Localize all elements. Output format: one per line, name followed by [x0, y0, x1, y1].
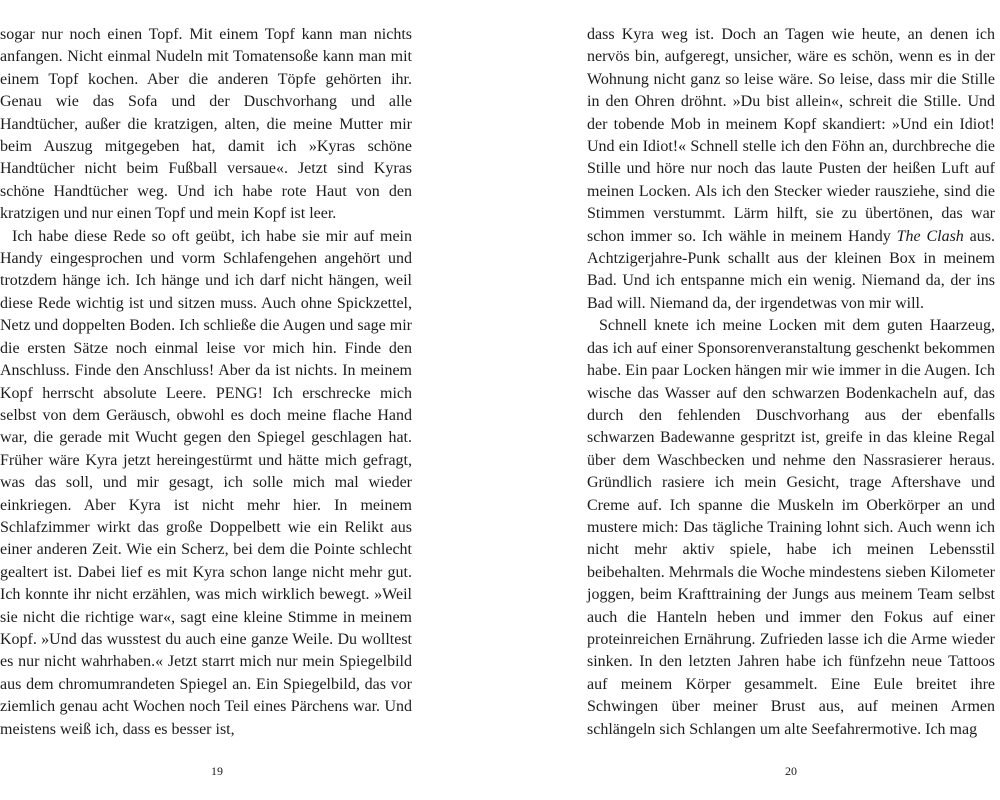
paragraph-text: dass Kyra weg ist. Doch an Tagen wie heute, an denen ich nervös bin, aufgeregt, unsicher, wäre es schön, wenn es in der Wohnung nicht ganz so leise wäre. So leise, dass mir die Stille in den Ohren dröhnt. »Du bist allein«, schreit die Stille. Und der tobende Mob in meinem Kopf skandiert: »Und ein Idiot! Und ein Idiot!« Schnell stelle ich den Föhn an, durchbreche die Stille und höre nur noch das laute Pusten der heißen Luft auf meinen Locken. Als ich den Stecker wieder rausziehe, sind die Stimmen verstummt. Lärm hilft, sie zu übertönen, das war schon immer so. Ich wähle in meinem Handy: [587, 26, 995, 245]
paragraph: [587, 24, 995, 315]
right-page: [500, 0, 1000, 800]
page-number: 19: [211, 764, 223, 778]
paragraph: Ich habe diese Rede so oft geübt, ich habe sie mir auf mein Handy eingesprochen und vorm Schlafengehen angehört und trotzdem hänge ich. Ich hänge und ich darf nicht hängen, weil diese Rede wichtig ist und sitzen muss. Auch ohne Spickzettel, Netz und doppelten Boden. Ich schließe die Augen und sage mir die ersten Sätze noch einmal leise vor mich hin. Finde den Anschluss. Finde den Anschluss! Aber da ist nichts. In meinem Kopf herrscht absolute Leere. PENG! Ich erschrecke mich selbst von dem Geräusch, obwohl es doch meine flache Hand war, die gerade mit Wucht gegen den Spiegel geschlagen hat. Früher wäre Kyra jetzt hereingestürmt und hätte mich gefragt, was das soll, und mir gesagt, ich solle mich mal wieder einkriegen. Aber Kyra ist nicht mehr hier. In meinem Schlafzimmer wirkt das große Doppelbett wie ein Relikt aus einer anderen Zeit. Wie ein Scherz, bei dem die Pointe schlecht gealtert ist. Dabei lief es mit Kyra schon lange nicht mehr gut. Ich konnte ihr nicht erzählen, was mich wirklich bewegt. »Weil sie nicht die richtige war«, sagt eine kleine Stimme in meinem Kopf. »Und das wusstest du auch eine ganze Weile. Du wolltest es nur nicht wahrhaben.« Jetzt starrt mich nur mein Spiegelbild aus dem chromumrandeten Spiegel an. Ein Spiegelbild, das vor ziemlich genau acht Wochen noch Teil eines Pärchens war. Und meistens weiß ich, dass es besser ist,: [0, 227, 412, 738]
left-page-text: [0, 24, 412, 738]
right-page-text: [587, 24, 996, 738]
band-name-italic: The Clash: [896, 227, 964, 245]
paragraph: Schnell knete ich meine Locken mit dem guten Haarzeug, das ich auf einer Sponsorenveranstaltung geschenkt bekommen habe. Ein paar Locken hängen mir wie immer in die Augen. Ich wische das Wasser auf den schwarzen Bodenkacheln auf, das durch den fehlenden Duschvorhang aus der ebenfalls schwarzen Badewanne gespritzt ist, greife in das kleine Regal über dem Waschbecken und nehme den Nassrasierer heraus. Gründlich rasiere ich mein Gesicht, trage Aftershave und Creme auf. Ich spanne die Muskeln im Oberkörper an und mustere mich: Das tägliche Training lohnt sich. Auch wenn ich nicht mehr aktiv spiele, habe ich meinen Lebensstil beibehalten. Mehrmals die Woche mindestens sieben Kilometer joggen, beim Krafttraining der Jungs aus meinem Team selbst auch die Hanteln heben und immer den Fokus auf einer proteinreichen Ernährung. Zufrieden lasse ich die Arme wieder sinken. In den letzten Jahren habe ich fünfzehn neue Tattoos auf meinem Körper gesammelt. Eine Eule breitet ihre Schwingen über meiner Brust aus, auf meinen Armen schlängeln sich Schlangen um alte Seefahrermotive. Ich mag: [587, 317, 995, 738]
page-number: 20: [785, 764, 797, 778]
paragraph: sogar nur noch einen Topf. Mit einem Topf kann man nichts anfangen. Nicht einmal Nudeln mit Tomatensoße kann man mit einem Topf kochen. Aber die anderen Töpfe gehörten ihr. Genau wie das Sofa und der Duschvorhang und alle Handtücher, außer die kratzigen, alten, die meine Mutter mir beim Auszug mitgegeben hat, damit ich »Kyras schöne Handtücher nicht beim Fußball versaue«. Jetzt sind Kyras schöne Handtücher weg. Und ich habe rote Haut von den kratzigen und nur einen Topf und mein Kopf ist leer.: [0, 26, 412, 223]
paragraph-text: aus. Achtzigerjahre-Punk schallt aus der kleinen Box in meinem Bad. Und ich entspanne mich ein wenig. Niemand da, der ins Bad will. Niemand da, der irgendetwas von mir will.: [587, 227, 996, 312]
